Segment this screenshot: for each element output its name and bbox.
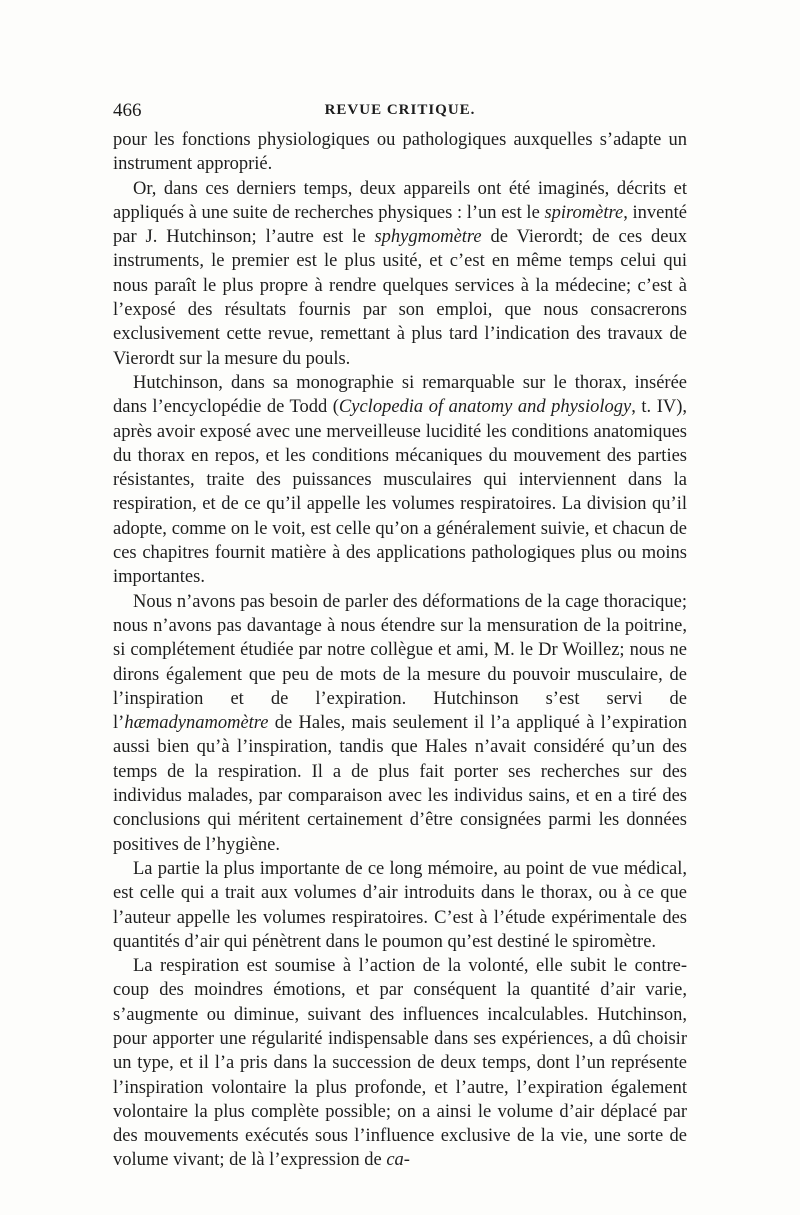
- italic-term: spiromètre: [544, 202, 624, 223]
- text-run: de Vierordt; de ces deux instruments, le premier est le plus usité, et c’est en même temps celui qui nous paraît le plus propre à rendre quelques services à la médecine; c’est à l’exposé des résultats fournis par son emploi, que nous consacrerons exclusivement cette revue, remettant à plus tard l’indication des travaux de Vierordt sur la mesure du pouls.: [113, 227, 688, 369]
- page-number: 466: [113, 100, 142, 121]
- text-run: La partie la plus importante de ce long mémoire, au point de vue médical, est celle qui a trait aux volumes d’air introduits dans le thorax, ou à ce que l’auteur appelle les volumes respiratoires. C’est à l’étude expérimentale des quantités d’air qui pénètrent dans le poumon qu’est destiné le spiromètre.: [113, 858, 687, 952]
- paragraph: [113, 128, 687, 177]
- paragraph: [113, 590, 687, 857]
- page-header: [113, 96, 687, 126]
- paragraph: [113, 857, 687, 954]
- text-run: , inventé par J. Hutchinson; l’autre est le: [113, 202, 687, 248]
- text-run: , t. IV), après avoir exposé avec une merveilleuse lucidité les conditions anatomiques du thorax en repos, et les conditions mécaniques du mouvement des parties résistantes, traite des puissances musculaires qui interviennent dans la respiration, et de ce qu’il appelle les volumes respiratoires. La division qu’il adopte, comme on le voit, est celle qu’on a généralement suivie, et chacun de ces chapitres fournit matière à des applications pathologiques plus ou moins importantes.: [113, 397, 687, 588]
- text-run: pour les fonctions physiologiques ou pathologiques auxquelles s’adapte un instrument approprié.: [113, 130, 687, 175]
- running-title: REVUE CRITIQUE.: [324, 102, 476, 118]
- text-run: La respiration est soumise à l’action de la volonté, elle subit le contre-coup des moindres émotions, et par conséquent la quantité d’air varie, s’augmente ou diminue, suivant des influences incalculables. Hutchinson, pour apporter une régularité indispensable dans ses expériences, a dû choisir un type, et il l’a pris dans la succession de deux temps, dont l’un représente l’inspiration volontaire la plus profonde, et l’autre, l’expiration également volontaire la plus complète possible; on a ainsi le volume d’air déplacé par des mouvements exécutés sous l’influence exclusive de la vie, une sorte de volume vivant; de là l’expression de: [113, 956, 687, 1171]
- text-run: Or, dans ces derniers temps, deux appareils ont été imaginés, décrits et appliqués à une suite de recherches physiques : l’un est le: [113, 178, 687, 223]
- paragraph: [113, 177, 687, 371]
- body-text: [113, 128, 687, 1173]
- text-run: Nous n’avons pas besoin de parler des déformations de la cage thoracique; nous n’avons pas davantage à nous étendre sur la mensuration de la poitrine, si complétement étudiée par notre collègue et ami, M. le Dr Woillez; nous ne dirons également que peu de mots de la mesure du pouvoir musculaire, de l’inspiration et de l’expiration. Hutchinson s’est servi de l’: [113, 591, 687, 734]
- text-run: de Hales, mais seulement il l’a appliqué à l’expiration aussi bien qu’à l’inspiration, tandis que Hales n’avait considéré qu’un des temps de la respiration. Il a de plus fait porter ses recherches sur des individus malades, par comparaison avec les individus sains, et en a tiré des conclusions qui méritent certainement d’être consignées parmi les données positives de l’hygiène.: [113, 713, 687, 855]
- italic-term: ca-: [386, 1150, 410, 1171]
- italic-term: Cyclopedia of anatomy and physiology: [338, 397, 632, 418]
- text-run: Hutchinson, dans sa monographie si remarquable sur le thorax, insérée dans l’encyclopédie de Todd (: [113, 372, 687, 418]
- italic-term: hæmadynamomètre: [124, 713, 269, 734]
- paragraph: [113, 371, 687, 590]
- paragraph: [113, 954, 687, 1173]
- italic-term: sphygmomètre: [374, 227, 482, 248]
